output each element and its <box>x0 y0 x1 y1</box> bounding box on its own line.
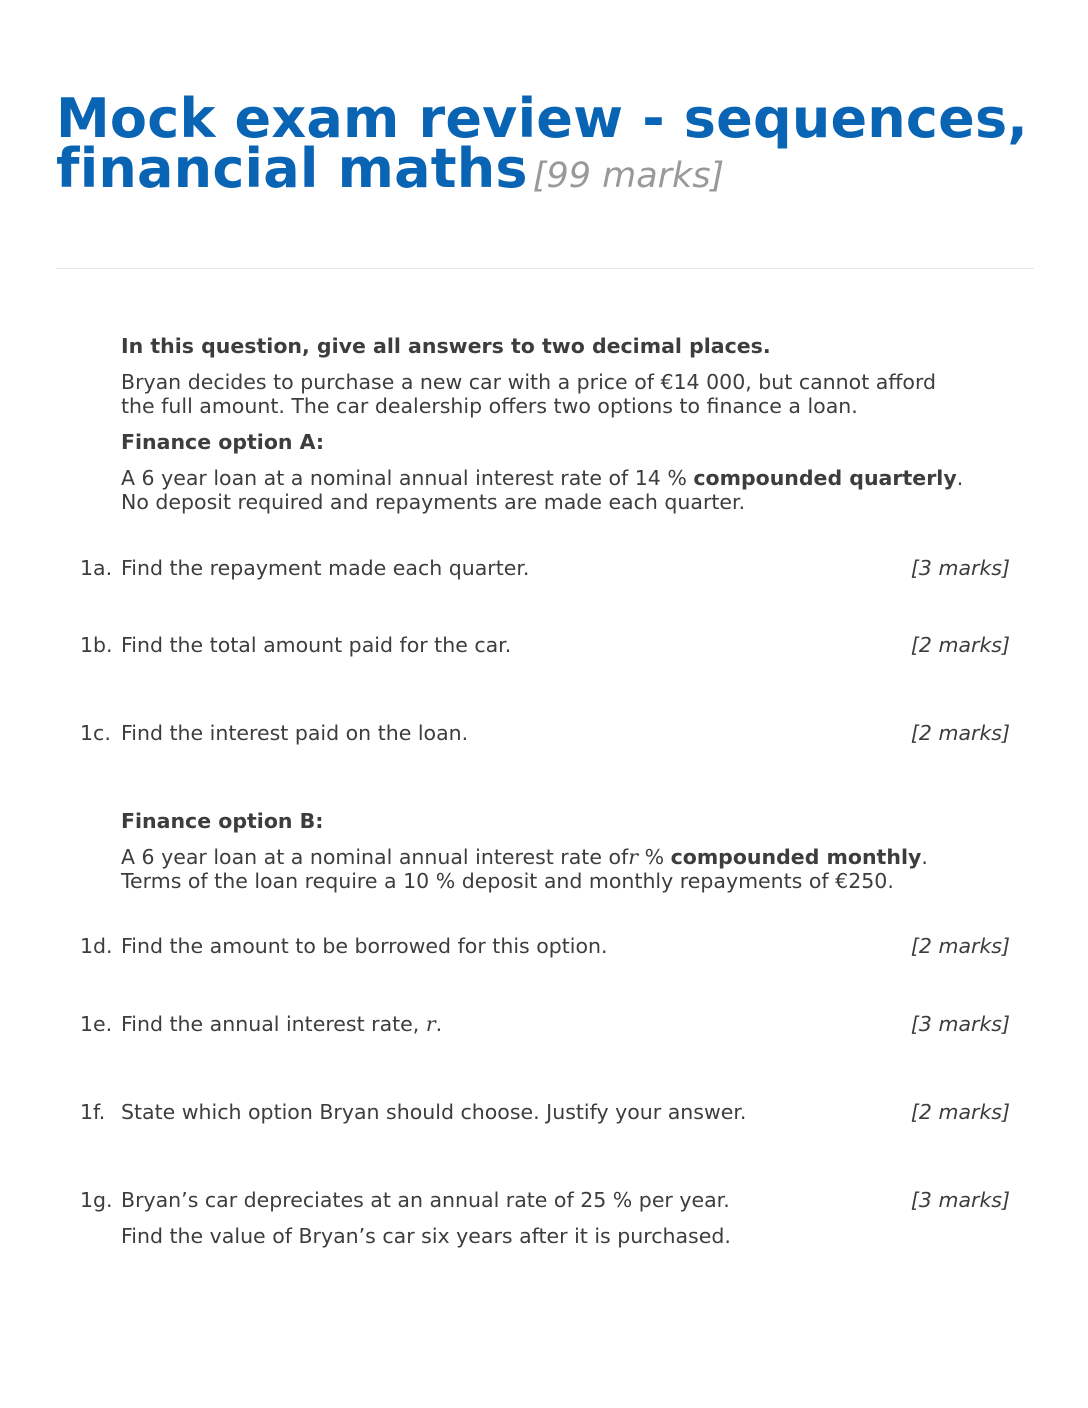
question-marks-1b: [2 marks] <box>910 633 1010 657</box>
rate-variable: r <box>628 845 639 869</box>
question-text-1a: Find the repayment made each quarter. <box>121 556 530 580</box>
question-number-1c: 1c. <box>80 721 111 745</box>
question-number-1f: 1f. <box>80 1100 106 1124</box>
option-a-line-1 <box>121 466 963 490</box>
option-a-heading: Finance option A: <box>121 430 325 454</box>
question-1e-end: . <box>435 1012 443 1036</box>
question-text-1g: Bryan’s car depreciates at an annual rate of 25 % per year. <box>121 1188 730 1212</box>
question-marks-1c: [2 marks] <box>910 721 1010 745</box>
question-number-1b: 1b. <box>80 633 113 657</box>
title-divider <box>56 268 1034 269</box>
question-text-1e <box>121 1012 442 1036</box>
question-number-1d: 1d. <box>80 934 113 958</box>
option-b-compounding: compounded monthly <box>670 845 922 869</box>
option-b-line-1-end: . <box>921 845 928 869</box>
option-a-compounding: compounded quarterly <box>693 466 957 490</box>
question-1e-variable: r <box>425 1012 436 1036</box>
question-marks-1f: [2 marks] <box>910 1100 1010 1124</box>
total-marks: [99 marks] <box>532 156 725 196</box>
context-line-2: the full amount. The car dealership offers two options to finance a loan. <box>121 394 858 418</box>
question-marks-1e: [3 marks] <box>910 1012 1010 1036</box>
option-a-line-1-text: A 6 year loan at a nominal annual interest rate of 14 % <box>121 466 687 490</box>
option-b-line-2: Terms of the loan require a 10 % deposit and monthly repayments of €250. <box>121 869 894 893</box>
question-text-1f: State which option Bryan should choose. Justify your answer. <box>121 1100 747 1124</box>
page-title-block <box>56 87 1036 200</box>
option-b-heading: Finance option B: <box>121 809 324 833</box>
page-title: Mock exam review - sequences, financial maths <box>56 87 1029 200</box>
option-a-line-2: No deposit required and repayments are made each quarter. <box>121 490 746 514</box>
instruction: In this question, give all answers to two decimal places. <box>121 334 771 358</box>
option-b-line-1-text: A 6 year loan at a nominal annual interest rate of <box>121 845 629 869</box>
question-marks-1a: [3 marks] <box>910 556 1010 580</box>
question-text-1e-body: Find the annual interest rate, <box>121 1012 420 1036</box>
question-marks-1d: [2 marks] <box>910 934 1010 958</box>
question-number-1g: 1g. <box>80 1188 113 1212</box>
option-b-line-1 <box>121 845 928 869</box>
question-text-1d: Find the amount to be borrowed for this option. <box>121 934 608 958</box>
question-text-1g-line-2: Find the value of Bryan’s car six years after it is purchased. <box>121 1224 731 1248</box>
question-text-1c: Find the interest paid on the loan. <box>121 721 469 745</box>
question-marks-1g: [3 marks] <box>910 1188 1010 1212</box>
option-a-line-1-end: . <box>956 466 964 490</box>
option-b-percent: % <box>644 845 665 869</box>
question-number-1a: 1a. <box>80 556 113 580</box>
question-text-1b: Find the total amount paid for the car. <box>121 633 512 657</box>
question-number-1e: 1e. <box>80 1012 113 1036</box>
context-line-1: Bryan decides to purchase a new car with a price of €14 000, but cannot afford <box>121 370 937 394</box>
